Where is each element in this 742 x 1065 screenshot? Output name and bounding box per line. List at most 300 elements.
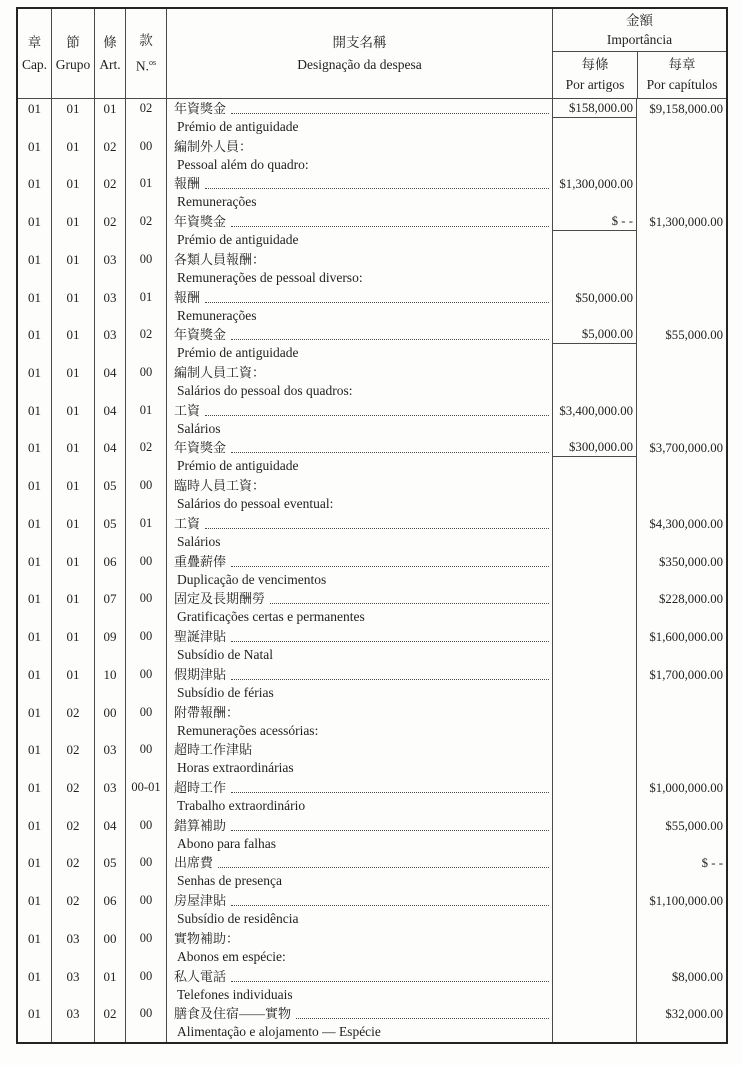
header-group-pt: Grupo	[55, 57, 91, 72]
dotted-leader	[205, 528, 549, 529]
table-row	[18, 174, 726, 212]
row-number-code: 00	[125, 137, 166, 175]
row-group-code: 01	[51, 99, 94, 137]
row-designation-zh: 工資	[174, 402, 201, 418]
row-number-code: 00	[125, 665, 166, 703]
dotted-leader	[231, 113, 549, 114]
row-group-code: 01	[51, 627, 94, 665]
row-amount-per-chapter	[636, 363, 726, 401]
row-designation-zh: 報酬	[174, 289, 201, 305]
row-amount-per-chapter	[636, 514, 726, 552]
row-group-code: 01	[51, 514, 94, 552]
header-article-zh: 條	[103, 35, 117, 50]
table-row	[18, 589, 726, 627]
row-designation-pt: Duplicação de vencimentos	[177, 571, 327, 587]
row-designation	[166, 325, 552, 363]
row-number-code: 00	[125, 929, 166, 967]
row-number-code: 01	[125, 401, 166, 439]
row-amount-per-chapter	[636, 250, 726, 288]
row-designation-pt: Remunerações	[177, 307, 257, 323]
row-amount-per-chapter	[636, 929, 726, 967]
header-per-chapter	[637, 52, 726, 98]
header-chapter-zh: 章	[27, 35, 42, 50]
row-amount-per-article	[552, 476, 636, 514]
row-amount-per-chapter	[636, 137, 726, 175]
row-designation-pt: Salários do pessoal dos quadros:	[177, 383, 353, 399]
row-designation	[166, 891, 552, 929]
header-designation	[166, 9, 552, 98]
header-article	[94, 9, 125, 98]
row-designation-zh: 聖誕津貼	[174, 629, 227, 645]
row-designation	[166, 665, 552, 703]
header-group-zh: 節	[66, 35, 80, 50]
row-chapter-code: 01	[28, 968, 41, 984]
row-designation-zh: 實物補助：	[174, 930, 240, 946]
row-group-code: 03	[51, 967, 94, 1005]
header-amount-pt: Importância	[606, 31, 673, 47]
row-designation-zh: 附帶報酬：	[174, 704, 240, 720]
dotted-leader	[205, 415, 549, 416]
row-number-code: 00	[125, 589, 166, 627]
row-designation-zh: 年資獎金	[174, 440, 227, 456]
row-designation-zh: 重疊薪俸	[174, 553, 227, 569]
row-designation-pt: Salários do pessoal eventual:	[177, 496, 334, 512]
header-number	[125, 9, 166, 98]
row-designation-zh: 工資	[174, 515, 201, 531]
row-designation	[166, 778, 552, 816]
row-group-code: 02	[51, 778, 94, 816]
row-chapter-code: 01	[28, 176, 41, 192]
row-chapter-code: 01	[28, 930, 41, 946]
row-designation-zh: 報酬	[174, 176, 201, 192]
row-group-code: 01	[51, 589, 94, 627]
row-designation-zh: 超時工作	[174, 779, 227, 795]
table-row	[18, 514, 726, 552]
row-designation-pt: Subsídio de residência	[177, 911, 299, 927]
row-designation-zh-line	[174, 99, 550, 118]
table-row	[18, 552, 726, 590]
table-row	[18, 325, 726, 363]
row-amount-per-chapter-value: $1,600,000.00	[649, 630, 723, 645]
row-designation	[166, 967, 552, 1005]
row-designation-zh-line	[174, 627, 550, 646]
header-article-pt: Art.	[99, 57, 121, 72]
row-amount-per-chapter	[636, 476, 726, 514]
row-amount-per-chapter-value: $350,000.00	[659, 554, 723, 569]
row-designation-pt: Salários	[177, 420, 221, 436]
row-amount-per-article	[552, 853, 636, 891]
row-amount-per-article	[552, 589, 636, 627]
row-designation-pt: Prémio de antiguidade	[177, 345, 299, 361]
header-amount-zh: 金額	[626, 12, 653, 28]
table-row	[18, 891, 726, 929]
row-article-code: 03	[94, 778, 125, 816]
row-chapter-code: 01	[28, 138, 41, 154]
table-row	[18, 929, 726, 967]
table-row	[18, 288, 726, 326]
row-article-code: 07	[94, 589, 125, 627]
row-amount-per-article	[552, 325, 636, 363]
row-designation-zh-line	[174, 552, 550, 571]
row-designation-zh-line	[174, 589, 550, 608]
row-designation-pt: Telefones individuais	[177, 986, 293, 1002]
row-amount-per-article-value: $1,300,000.00	[559, 177, 633, 192]
row-amount-per-article-value: $300,000.00	[569, 440, 633, 455]
row-chapter-code: 01	[28, 779, 41, 795]
row-amount-per-article	[552, 1004, 636, 1042]
row-designation-zh-line	[174, 1004, 550, 1023]
row-article-code: 04	[94, 363, 125, 401]
header-per-article-pt: Por artigos	[565, 77, 625, 92]
row-designation-zh-line	[174, 476, 550, 495]
row-designation	[166, 740, 552, 778]
row-article-code: 01	[94, 99, 125, 137]
row-chapter-code: 01	[28, 704, 41, 720]
row-designation	[166, 99, 552, 137]
row-designation-zh-line	[174, 703, 550, 722]
table-row	[18, 967, 726, 1005]
row-amount-per-article	[552, 778, 636, 816]
row-amount-per-article	[552, 212, 636, 250]
row-number-code: 00	[125, 552, 166, 590]
row-designation-pt: Abonos em espécie:	[177, 948, 286, 964]
row-amount-per-chapter	[636, 212, 726, 250]
table-row	[18, 627, 726, 665]
row-amount-per-article-value: $5,000.00	[581, 327, 633, 342]
row-designation-zh: 超時工作津貼	[174, 742, 253, 758]
row-number-code: 00	[125, 816, 166, 854]
row-group-code: 02	[51, 740, 94, 778]
row-designation-zh-line	[174, 778, 550, 797]
row-designation-pt: Prémio de antiguidade	[177, 458, 299, 474]
row-amount-per-article	[552, 401, 636, 439]
row-designation	[166, 250, 552, 288]
header-per-chapter-pt: Por capítulos	[646, 77, 718, 92]
table-row	[18, 1004, 726, 1042]
header-number-pt: N.$^{os}$	[135, 58, 157, 74]
row-chapter-code: 01	[28, 1006, 41, 1022]
row-chapter-code: 01	[28, 629, 41, 645]
row-number-code: 00	[125, 703, 166, 741]
expense-table	[16, 7, 728, 1044]
row-designation-zh-line	[174, 816, 550, 835]
row-group-code: 01	[51, 250, 94, 288]
row-article-code: 06	[94, 552, 125, 590]
dotted-leader	[218, 867, 549, 868]
row-designation-zh-line	[174, 212, 550, 231]
row-amount-per-article	[552, 250, 636, 288]
row-designation	[166, 627, 552, 665]
row-amount-per-chapter-value: $1,000,000.00	[649, 780, 723, 795]
row-amount-per-article	[552, 514, 636, 552]
row-amount-per-article	[552, 99, 636, 137]
row-designation-zh-line	[174, 929, 550, 948]
row-chapter-code: 01	[28, 251, 41, 267]
row-designation	[166, 401, 552, 439]
table-row	[18, 665, 726, 703]
row-amount-per-article	[552, 929, 636, 967]
dotted-leader	[231, 830, 549, 831]
row-amount-per-article	[552, 363, 636, 401]
row-group-code: 02	[51, 703, 94, 741]
row-amount-per-chapter-value: $32,000.00	[665, 1007, 723, 1022]
row-designation-pt: Subsídio de Natal	[177, 647, 273, 663]
row-amount-per-chapter	[636, 703, 726, 741]
row-amount-per-chapter-value: $4,300,000.00	[649, 516, 723, 531]
row-amount-per-chapter	[636, 325, 726, 363]
row-amount-per-article	[552, 174, 636, 212]
header-chapter-pt: Cap.	[21, 57, 48, 72]
row-amount-per-chapter	[636, 589, 726, 627]
table-row	[18, 438, 726, 476]
row-number-code: 00	[125, 1004, 166, 1042]
row-article-code: 10	[94, 665, 125, 703]
row-group-code: 01	[51, 665, 94, 703]
row-designation	[166, 1004, 552, 1042]
row-designation-pt: Abono para falhas	[177, 835, 276, 851]
row-designation-zh-line	[174, 514, 550, 533]
table-header	[18, 9, 726, 99]
row-group-code: 02	[51, 891, 94, 929]
row-amount-per-article	[552, 703, 636, 741]
dotted-leader	[231, 641, 549, 642]
row-number-code: 00	[125, 363, 166, 401]
row-designation	[166, 476, 552, 514]
row-designation	[166, 703, 552, 741]
row-amount-per-article	[552, 891, 636, 929]
row-amount-per-article	[552, 438, 636, 476]
row-amount-per-chapter-value: $1,100,000.00	[649, 894, 723, 909]
row-designation-pt: Horas extraordinárias	[177, 760, 294, 776]
row-designation-zh-line	[174, 740, 550, 759]
row-amount-per-article	[552, 967, 636, 1005]
row-amount-per-article	[552, 627, 636, 665]
row-number-code: 00-01	[125, 778, 166, 816]
row-chapter-code: 01	[28, 666, 41, 682]
table-row	[18, 137, 726, 175]
row-article-code: 04	[94, 438, 125, 476]
row-group-code: 01	[51, 438, 94, 476]
row-amount-per-chapter	[636, 99, 726, 137]
row-amount-per-article-value: $3,400,000.00	[559, 403, 633, 418]
row-article-code: 05	[94, 514, 125, 552]
row-amount-per-article-value: $ - -	[611, 214, 633, 229]
row-chapter-code: 01	[28, 327, 41, 343]
row-group-code: 01	[51, 476, 94, 514]
row-number-code: 02	[125, 438, 166, 476]
row-designation	[166, 929, 552, 967]
row-chapter-code: 01	[28, 855, 41, 871]
row-amount-per-chapter	[636, 891, 726, 929]
row-designation-zh-line	[174, 174, 550, 193]
row-designation-zh: 私人電話	[174, 968, 227, 984]
table-row	[18, 363, 726, 401]
row-designation-zh: 膳食及住宿——實物	[174, 1006, 292, 1022]
row-designation-zh-line	[174, 288, 550, 307]
header-amount-group	[552, 9, 726, 98]
header-chapter	[18, 9, 51, 98]
header-number-ordinal: os	[149, 58, 157, 68]
row-designation-zh: 年資獎金	[174, 327, 227, 343]
row-group-code: 01	[51, 401, 94, 439]
header-number-zh: 款	[139, 33, 153, 49]
row-designation-zh-line	[174, 891, 550, 910]
dotted-leader	[231, 452, 549, 453]
row-number-code: 00	[125, 967, 166, 1005]
dotted-leader	[205, 188, 549, 189]
row-chapter-code: 01	[28, 478, 41, 494]
row-number-code: 02	[125, 212, 166, 250]
dotted-leader	[231, 905, 549, 906]
row-group-code: 01	[51, 174, 94, 212]
row-chapter-code: 01	[28, 365, 41, 381]
header-per-chapter-zh: 每章	[668, 57, 696, 72]
row-chapter-code: 01	[28, 440, 41, 456]
header-per-article-zh: 每條	[581, 57, 609, 72]
row-article-code: 03	[94, 250, 125, 288]
row-designation-zh-line	[174, 665, 550, 684]
row-designation-zh: 出席費	[174, 855, 214, 871]
header-amount	[553, 9, 726, 52]
row-designation-zh-line	[174, 967, 550, 986]
dotted-leader	[231, 981, 549, 982]
row-number-code: 02	[125, 99, 166, 137]
row-designation-pt: Senhas de presença	[177, 873, 282, 889]
row-designation-zh: 臨時人員工資：	[174, 478, 266, 494]
row-amount-per-article-value: $158,000.00	[569, 101, 633, 115]
row-amount-per-article	[552, 137, 636, 175]
row-amount-per-chapter-value: $ - -	[701, 856, 723, 871]
table-row	[18, 778, 726, 816]
row-amount-per-chapter	[636, 740, 726, 778]
row-designation-zh-line	[174, 137, 550, 156]
row-group-code: 01	[51, 325, 94, 363]
row-group-code: 01	[51, 288, 94, 326]
row-designation-pt: Alimentação e alojamento — Espécie	[177, 1024, 381, 1040]
row-amount-per-article	[552, 740, 636, 778]
row-group-code: 01	[51, 552, 94, 590]
row-article-code: 00	[94, 929, 125, 967]
dotted-leader	[296, 1018, 549, 1019]
row-article-code: 00	[94, 703, 125, 741]
table-row	[18, 853, 726, 891]
row-designation-zh-line	[174, 853, 550, 872]
row-article-code: 09	[94, 627, 125, 665]
row-number-code: 01	[125, 174, 166, 212]
row-amount-per-article	[552, 816, 636, 854]
dotted-leader	[205, 302, 549, 303]
row-article-code: 04	[94, 816, 125, 854]
row-number-code: 00	[125, 740, 166, 778]
row-designation	[166, 212, 552, 250]
table-row	[18, 816, 726, 854]
row-designation-pt: Pessoal além do quadro:	[177, 156, 309, 172]
row-designation-pt: Prémio de antiguidade	[177, 232, 299, 248]
row-designation-pt: Remunerações de pessoal diverso:	[177, 269, 363, 285]
dotted-leader	[231, 679, 549, 680]
table-row	[18, 740, 726, 778]
dotted-leader	[231, 226, 549, 227]
row-amount-per-chapter-value: $1,300,000.00	[649, 215, 723, 230]
row-article-code: 02	[94, 212, 125, 250]
row-chapter-code: 01	[28, 402, 41, 418]
row-article-code: 03	[94, 325, 125, 363]
row-designation	[166, 853, 552, 891]
row-amount-per-chapter	[636, 401, 726, 439]
row-number-code: 00	[125, 627, 166, 665]
row-designation-zh: 房屋津貼	[174, 893, 227, 909]
table-row	[18, 99, 726, 137]
row-designation-zh: 編制人員工資：	[174, 365, 266, 381]
row-designation-zh: 編制外人員：	[174, 138, 253, 154]
row-designation-zh: 假期津貼	[174, 666, 227, 682]
table-row	[18, 476, 726, 514]
table-row	[18, 401, 726, 439]
row-group-code: 01	[51, 363, 94, 401]
row-designation	[166, 137, 552, 175]
row-designation-zh: 年資獎金	[174, 214, 227, 230]
table-row	[18, 250, 726, 288]
row-designation-zh: 各類人員報酬：	[174, 251, 266, 267]
row-designation-pt: Prémio de antiguidade	[177, 119, 299, 134]
row-designation	[166, 363, 552, 401]
row-amount-per-article	[552, 552, 636, 590]
table-row	[18, 703, 726, 741]
row-amount-per-chapter-value: $8,000.00	[671, 969, 723, 984]
row-amount-per-chapter	[636, 778, 726, 816]
row-number-code: 02	[125, 325, 166, 363]
row-amount-per-chapter-value: $55,000.00	[665, 328, 723, 343]
row-designation	[166, 174, 552, 212]
row-amount-per-chapter-value: $1,700,000.00	[649, 667, 723, 682]
row-number-code: 01	[125, 514, 166, 552]
row-number-code: 00	[125, 250, 166, 288]
row-group-code: 01	[51, 137, 94, 175]
row-amount-per-chapter	[636, 665, 726, 703]
row-chapter-code: 01	[28, 214, 41, 230]
row-amount-per-article-value: $50,000.00	[575, 290, 633, 305]
row-designation-zh-line	[174, 325, 550, 344]
row-article-code: 02	[94, 137, 125, 175]
row-amount-per-chapter	[636, 1004, 726, 1042]
header-designation-pt: Designação da despesa	[297, 57, 422, 72]
table-body	[18, 99, 726, 1042]
row-article-code: 02	[94, 174, 125, 212]
header-group	[51, 9, 94, 98]
row-designation-pt: Remunerações	[177, 194, 257, 210]
row-designation-zh-line	[174, 401, 550, 420]
row-number-code: 01	[125, 288, 166, 326]
row-chapter-code: 01	[28, 893, 41, 909]
row-designation	[166, 589, 552, 627]
row-amount-per-chapter	[636, 288, 726, 326]
row-designation-zh: 年資獎金	[174, 101, 227, 116]
row-article-code: 05	[94, 476, 125, 514]
row-designation	[166, 514, 552, 552]
row-chapter-code: 01	[28, 101, 41, 116]
row-designation-pt: Salários	[177, 533, 221, 549]
row-number-code: 00	[125, 476, 166, 514]
row-article-code: 01	[94, 967, 125, 1005]
row-designation-zh-line	[174, 250, 550, 269]
row-amount-per-chapter-value: $9,158,000.00	[649, 102, 723, 116]
row-designation-zh: 錯算補助	[174, 817, 227, 833]
row-article-code: 03	[94, 288, 125, 326]
row-designation-pt: Remunerações acessórias:	[177, 722, 319, 738]
row-designation-zh-line	[174, 438, 550, 457]
row-article-code: 03	[94, 740, 125, 778]
row-chapter-code: 01	[28, 289, 41, 305]
